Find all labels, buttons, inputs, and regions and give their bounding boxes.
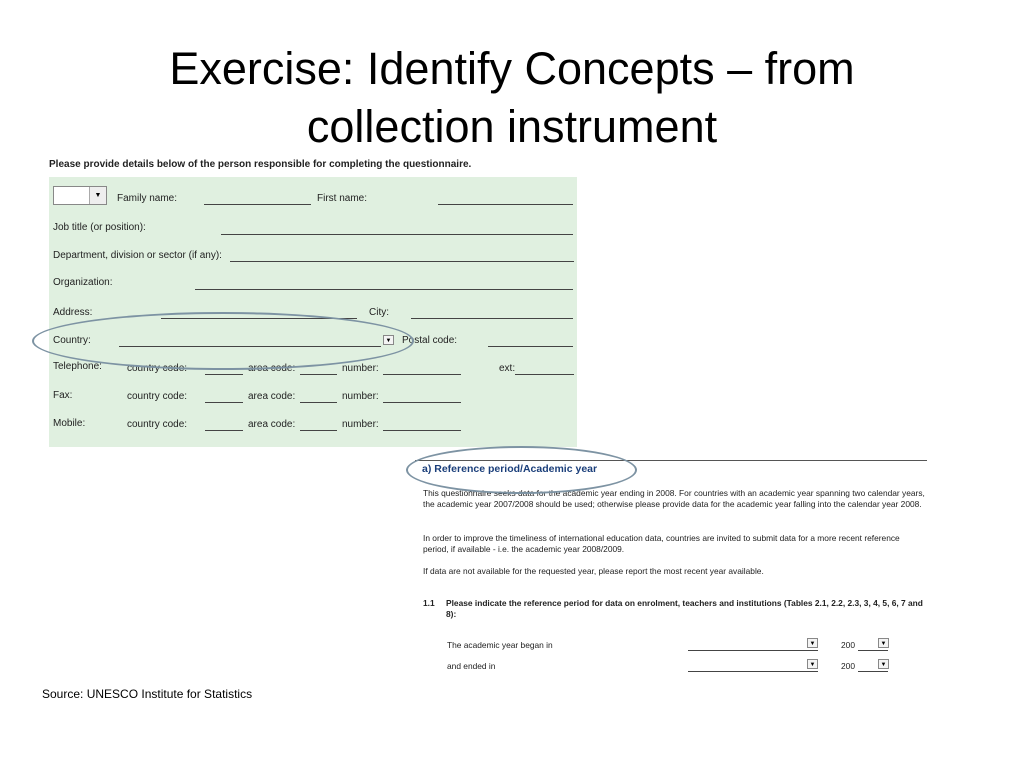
title-dropdown[interactable] bbox=[53, 186, 107, 205]
fax-area-code-field[interactable] bbox=[300, 402, 337, 403]
address-label: Address: bbox=[53, 307, 93, 318]
began-month-chevron-icon[interactable]: ▼ bbox=[807, 638, 818, 648]
first-name-field[interactable] bbox=[438, 204, 573, 205]
postal-code-field[interactable] bbox=[488, 346, 573, 347]
telephone-number-field[interactable] bbox=[383, 374, 461, 375]
source-note: Source: UNESCO Institute for Statistics bbox=[42, 687, 253, 701]
job-title-field[interactable] bbox=[221, 234, 573, 235]
mobile-area-code-field[interactable] bbox=[300, 430, 337, 431]
telephone-country-code-label: country code: bbox=[127, 363, 188, 374]
telephone-ext-label: ext: bbox=[499, 363, 516, 374]
department-label: Department, division or sector (if any): bbox=[53, 250, 222, 261]
question-number: 1.1 bbox=[423, 598, 435, 608]
ended-year-chevron-icon[interactable]: ▼ bbox=[878, 659, 889, 669]
mobile-number-field[interactable] bbox=[383, 430, 461, 431]
family-name-field[interactable] bbox=[204, 204, 311, 205]
city-label: City: bbox=[369, 307, 389, 318]
fax-number-field[interactable] bbox=[383, 402, 461, 403]
began-year-field[interactable] bbox=[858, 650, 888, 651]
slide-title bbox=[0, 40, 1024, 156]
telephone-area-code-label: area code: bbox=[248, 363, 296, 374]
telephone-label: Telephone: bbox=[53, 361, 102, 372]
job-title-label: Job title (or position): bbox=[53, 222, 146, 233]
first-name-label: First name: bbox=[317, 193, 368, 204]
fax-country-code-label: country code: bbox=[127, 391, 188, 402]
question-text: Please indicate the reference period for data on enrolment, teachers and institutions (Tables 2.1, 2.2, 2.3, 3, 4, 5, 6, 7 and 8): bbox=[446, 598, 923, 619]
mobile-number-label: number: bbox=[342, 419, 379, 430]
mobile-label: Mobile: bbox=[53, 418, 86, 429]
slide-title-line-1: Exercise: Identify Concepts – from bbox=[169, 43, 855, 94]
country-label: Country: bbox=[53, 335, 91, 346]
postal-code-label: Postal code: bbox=[402, 335, 458, 346]
telephone-number-label: number: bbox=[342, 363, 379, 374]
began-month-field[interactable] bbox=[688, 650, 818, 651]
began-year-prefix: 200 bbox=[841, 640, 855, 650]
country-highlight-oval bbox=[32, 312, 414, 370]
reference-period-heading: a) Reference period/Academic year bbox=[422, 463, 598, 475]
country-dropdown-chevron-icon[interactable]: ▼ bbox=[383, 335, 394, 345]
fax-label: Fax: bbox=[53, 390, 73, 401]
reference-paragraph-2: In order to improve the timeliness of international education data, countries are invited to submit data for a more recent reference period, if available - i.e. the academic year 2008/2009. bbox=[423, 533, 900, 554]
ended-month-chevron-icon[interactable]: ▼ bbox=[807, 659, 818, 669]
began-year-chevron-icon[interactable]: ▼ bbox=[878, 638, 889, 648]
ended-month-field[interactable] bbox=[688, 671, 818, 672]
telephone-area-code-field[interactable] bbox=[300, 374, 337, 375]
organization-field[interactable] bbox=[195, 289, 573, 290]
mobile-area-code-label: area code: bbox=[248, 419, 296, 430]
reference-period-highlight-oval bbox=[406, 446, 637, 494]
fax-number-label: number: bbox=[342, 391, 379, 402]
year-began-label: The academic year began in bbox=[447, 640, 553, 650]
ended-year-prefix: 200 bbox=[841, 661, 855, 671]
slide-title-line-2: collection instrument bbox=[306, 101, 718, 152]
chevron-down-icon[interactable]: ▼ bbox=[89, 187, 106, 204]
telephone-ext-field[interactable] bbox=[515, 374, 574, 375]
department-field[interactable] bbox=[230, 261, 574, 262]
ended-year-field[interactable] bbox=[858, 671, 888, 672]
organization-label: Organization: bbox=[53, 277, 113, 288]
fax-area-code-label: area code: bbox=[248, 391, 296, 402]
reference-paragraph-1: This questionnaire seeks data for the academic year ending in 2008. For countries with an academic year spanning two calendar years, the academic year 2007/2008 should be used; otherwise please provide data for the academic year falling into the calendar year 2008. bbox=[423, 488, 925, 509]
telephone-country-code-field[interactable] bbox=[205, 374, 243, 375]
mobile-country-code-label: country code: bbox=[127, 419, 188, 430]
year-ended-label: and ended in bbox=[447, 661, 496, 671]
mobile-country-code-field[interactable] bbox=[205, 430, 243, 431]
family-name-label: Family name: bbox=[117, 193, 178, 204]
contact-form bbox=[49, 177, 577, 447]
fax-country-code-field[interactable] bbox=[205, 402, 243, 403]
city-field[interactable] bbox=[411, 318, 573, 319]
form-intro: Please provide details below of the person responsible for completing the questionnaire. bbox=[49, 159, 472, 170]
reference-paragraph-3: If data are not available for the requested year, please report the most recent year available. bbox=[423, 566, 764, 576]
